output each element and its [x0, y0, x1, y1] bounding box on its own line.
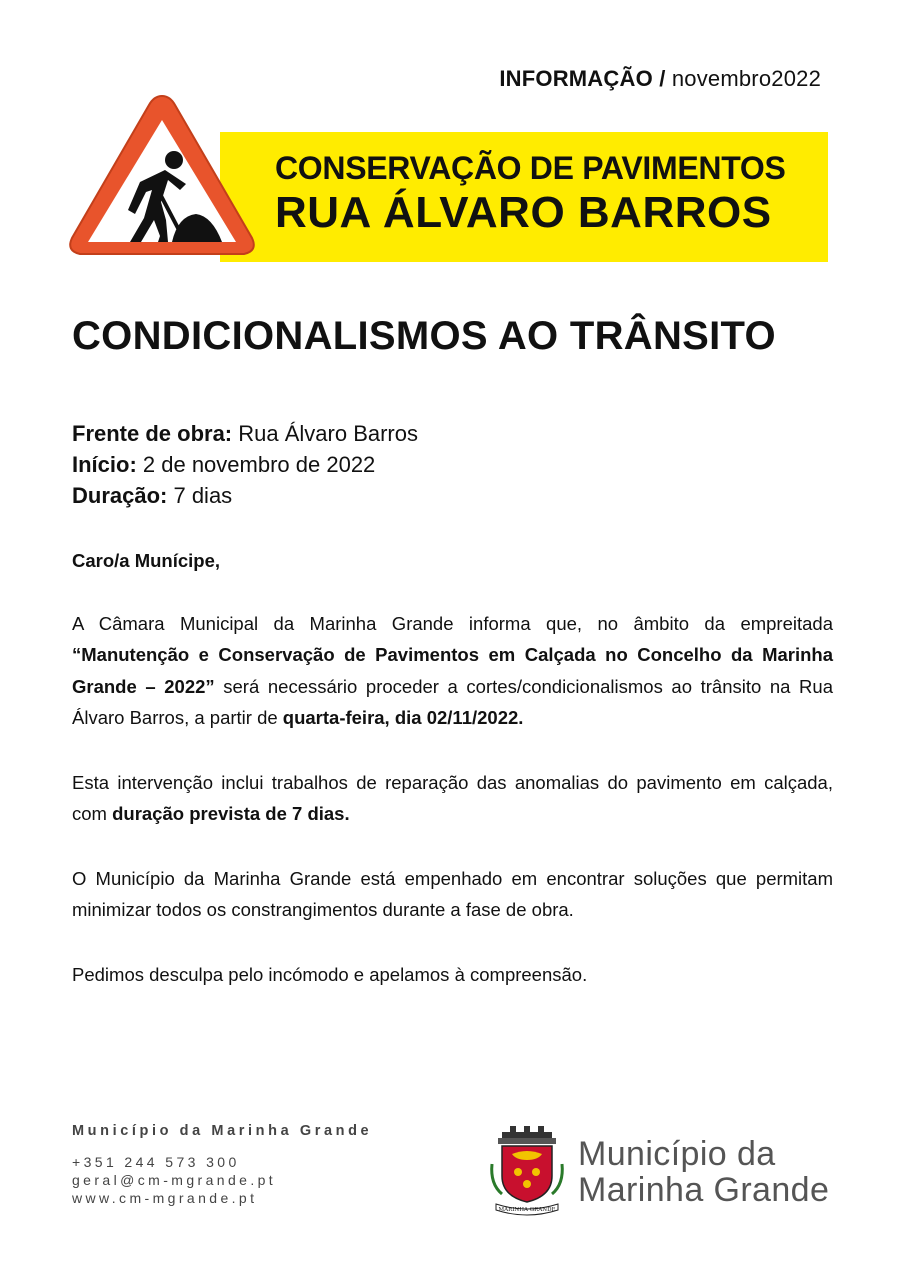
banner-subtitle: CONSERVAÇÃO DE PAVIMENTOS: [275, 150, 786, 186]
road-works-sign-icon: [62, 86, 262, 266]
banner-street-name: RUA ÁLVARO BARROS: [275, 188, 772, 237]
footer-org-name: Município da Marinha Grande: [72, 1123, 373, 1139]
detail-start: [72, 449, 418, 480]
footer-contacts-block: [72, 1123, 372, 1207]
greeting: Caro/a Munícipe,: [72, 550, 221, 571]
title-banner: [220, 132, 828, 262]
phone-number: +351 244 573 300: [72, 1154, 240, 1170]
page-title: CONDICIONALISMOS AO TRÂNSITO: [72, 314, 776, 358]
paragraph-1: [72, 608, 833, 734]
detail-work-front: [72, 418, 418, 449]
start-date-highlight: quarta-feira, dia 02/11/2022.: [282, 707, 524, 728]
paragraph-2: [72, 767, 833, 830]
duration-highlight: duração prevista de 7 dias.: [112, 803, 350, 824]
brand-line-2: Marinha Grande: [578, 1171, 830, 1209]
header-date: novembro2022: [665, 66, 821, 91]
notice-body: [72, 545, 833, 1023]
crest-label: MARINHA GRANDE: [498, 1207, 556, 1213]
detail-duration: [72, 480, 418, 511]
contact-list: [72, 1153, 372, 1207]
detail-label: Duração:: [72, 483, 168, 508]
document-header-info: [499, 66, 821, 92]
paragraph-3: O Município da Marinha Grande está empenhado em encontrar soluções que permitam minimizar todos os constrangimentos durante a fase de obra.: [72, 867, 833, 920]
detail-value: 2 de novembro de 2022: [136, 452, 376, 477]
text-span: Esta intervenção inclui trabalhos de reparação das anomalias do pavimento em calçada, com: [72, 771, 833, 824]
detail-value: Rua Álvaro Barros: [232, 421, 418, 446]
municipality-logo-text: [578, 1136, 829, 1208]
email-link[interactable]: geral@cm-mgrande.pt: [72, 1172, 277, 1188]
brand-line-1: Município da: [578, 1135, 776, 1173]
paragraph-4: Pedimos desculpa pelo incómodo e apelamos à compreensão.: [72, 963, 588, 985]
website-link[interactable]: www.cm-mgrande.pt: [72, 1190, 258, 1206]
project-name: “Manutenção e Conservação de Pavimentos em Calçada no Concelho da Marinha Grande – 2022”: [72, 644, 833, 697]
detail-label: Frente de obra:: [72, 421, 233, 446]
header-label: INFORMAÇÃO /: [499, 66, 666, 91]
municipal-crest-icon: [488, 1124, 566, 1216]
detail-label: Início:: [72, 452, 137, 477]
text-span: será necessário proceder a cortes/condicionalismos ao trânsito na Rua Álvaro Barros, a partir de: [72, 675, 833, 728]
work-details: [72, 418, 418, 511]
text-span: A Câmara Municipal da Marinha Grande informa que, no âmbito da empreitada: [72, 612, 833, 634]
detail-value: 7 dias: [167, 483, 233, 508]
